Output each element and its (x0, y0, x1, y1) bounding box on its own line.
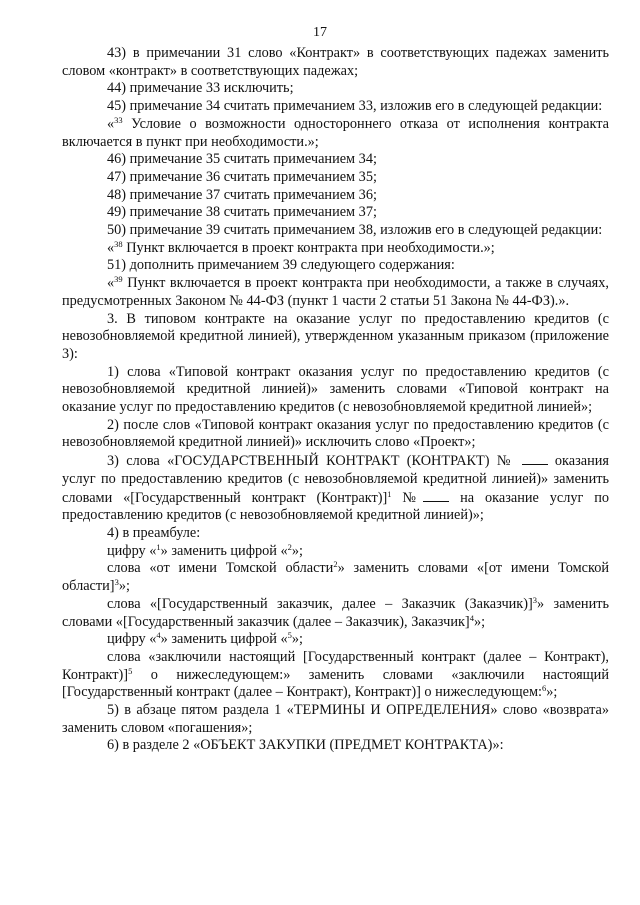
page-number: 17 (313, 25, 327, 40)
note-number: 39 (114, 274, 123, 285)
document-body (62, 45, 609, 755)
item-4: 4) в преамбуле: (107, 524, 201, 541)
quote-note-39 (62, 275, 609, 310)
paragraph-49: 49) примечание 38 считать примечанием 37; (107, 204, 377, 221)
preamble-change-5: слова «заключили настоящий [Государственный контракт (далее – Контракт), Контракт)]$^5$ о нижеследующем:» заменить словами «заключили настоящий [Государственный контракт (далее – Контракт), Контракт)] о нижеследующем:$^6$»; (62, 648, 609, 701)
quote-mark: « (107, 115, 115, 132)
paragraph-44: 44) примечание 33 исключить; (107, 80, 294, 97)
preamble-change-3: слова «[Государственный заказчик, далее – Заказчик (Заказчик)]$^3$» заменить словами «[Государственный заказчик (далее – Заказчик), Заказчик]$^4$»; (62, 594, 610, 630)
note-number: 33 (114, 114, 123, 125)
item-2: 2) после слов «Типовой контракт оказания услуг по предоставлению кредитов (с невозобновляемой кредитной линией)» исключить слово «Проект»; (62, 416, 609, 451)
paragraph-45: 45) примечание 34 считать примечанием 33, изложив его в следующей редакции: (107, 98, 603, 115)
quote-mark: « (107, 239, 115, 256)
paragraph-48: 48) примечание 37 считать примечанием 36; (107, 186, 377, 203)
quote-text: Условие о возможности одностороннего отказа от исполнения контракта включается в пункт при необходимости.»; (62, 115, 609, 150)
quote-note-38 (62, 240, 609, 258)
paragraph-43: 43) в примечании 31 слово «Контракт» в соответствующих падежах заменить словом «контракт» в соответствующих падежах; (62, 45, 609, 79)
section-3-intro: 3. В типовом контракте на оказание услуг по предоставлению кредитов (с невозобновляемой кредитной линией), утвержденном указанным приказом (приложение 3): (62, 310, 609, 362)
note-number: 38 (114, 238, 123, 249)
note-number: 1 (387, 488, 392, 499)
item-3: 3) слова «ГОСУДАРСТВЕННЫЙ КОНТРАКТ (КОНТРАКТ) № оказания услуг по предоставлению кредитов (с невозобновляемой кредитной линией)» заменить словами «[Государственный контракт (Контракт)]$^1$ № на оказание услуг по предоставлению кредитов (с невозобновляемой кредитной линией)»; (62, 453, 610, 524)
item-1: 1) слова «Типовой контракт оказания услуг по предоставлению кредитов (с невозобновляемой кредитной линией)» заменить словами «Типовой контракт на оказание услуг по предоставлению кредитов (с невозобновляемой кредитной линией»; (62, 363, 609, 416)
quote-text: Пункт включается в проект контракта при необходимости, а также в случаях, предусмотренных Законом № 44-ФЗ (пункт 1 части 2 статьи 51 Закона № 44-ФЗ).». (62, 275, 609, 309)
quote-text: Пункт включается в проект контракта при необходимости.»; (122, 239, 495, 256)
quote-note-33 (62, 116, 609, 151)
item-5: 5) в абзаце пятом раздела 1 «ТЕРМИНЫ И ОПРЕДЕЛЕНИЯ» слово «возврата» заменить словом «погашения»; (62, 702, 609, 736)
preamble-change-1: цифру «$^1$» заменить цифрой «$^2$»; (107, 541, 304, 559)
paragraph-46: 46) примечание 35 считать примечанием 34; (107, 151, 377, 168)
preamble-change-2: слова «от имени Томской области$^2$» заменить словами «[от имени Томской области]$^3$»; (62, 559, 610, 595)
item-6: 6) в разделе 2 «ОБЪЕКТ ЗАКУПКИ (ПРЕДМЕТ КОНТРАКТА)»: (107, 737, 504, 754)
quote-mark: « (107, 275, 115, 292)
preamble-change-4: цифру «$^4$» заменить цифрой «$^5$»; (107, 630, 304, 648)
blank-line (522, 452, 548, 465)
paragraph-51: 51) дополнить примечанием 39 следующего содержания: (107, 257, 455, 274)
paragraph-50: 50) примечание 39 считать примечанием 38, изложив его в следующей редакции: (107, 222, 603, 239)
paragraph-47: 47) примечание 36 считать примечанием 35; (107, 168, 377, 185)
blank-line (423, 489, 449, 502)
